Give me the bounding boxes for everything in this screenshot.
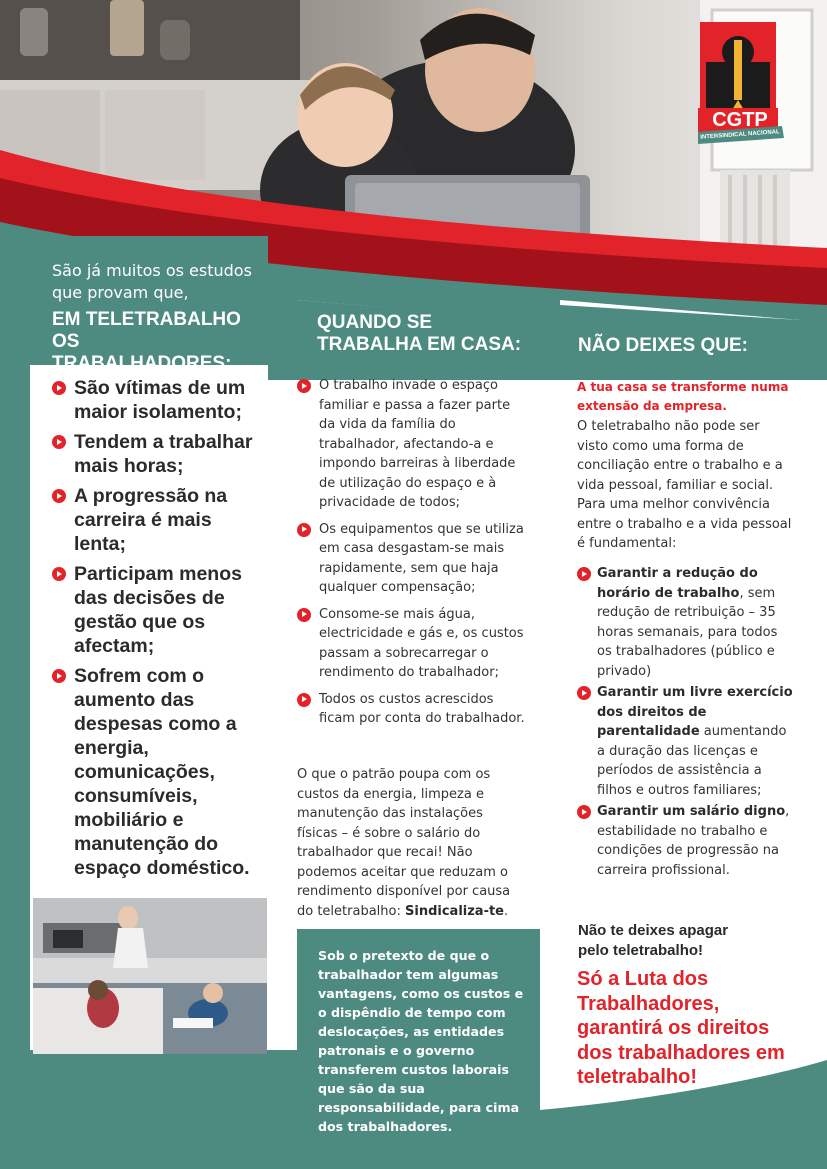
arrow-bullet-icon — [297, 523, 311, 537]
list-item — [52, 562, 264, 658]
list-item-bold: Garantir um livre exercício dos direitos de parentalidade — [597, 685, 793, 739]
arrow-bullet-icon — [52, 489, 66, 503]
logo-name: CGTP — [712, 109, 768, 131]
list-item-text: O trabalho invade o espaço familiar e passa a fazer parte da vida da família do trabalhador, afectando-a e impondo barreiras à liberdade de utilização do espaço e à privacidade de todos; — [319, 378, 516, 510]
col2-paragraph-text: O que o patrão poupa com os custos da energia, limpeza e manutenção das instalações físicas – é sobre o salário do trabalhador que recai! Não podemos aceitar que reduzam o rendimento disponível por causa do teletrabalho: — [297, 767, 511, 919]
list-item-text: Todos os custos acrescidos ficam por conta do trabalhador. — [319, 691, 525, 726]
list-item-text: A progressão na carreira é mais lenta; — [74, 485, 228, 555]
arrow-bullet-icon — [577, 686, 591, 700]
arrow-bullet-icon — [297, 379, 311, 393]
list-item — [577, 802, 795, 880]
cgtp-logo — [698, 22, 786, 150]
list-item — [297, 605, 527, 683]
list-item-text: Tendem a trabalhar mais horas; — [74, 431, 253, 477]
arrow-bullet-icon — [577, 805, 591, 819]
list-item — [52, 376, 264, 424]
arrow-bullet-icon — [297, 693, 311, 707]
logo-subtitle: INTERSINDICAL NACIONAL — [700, 129, 780, 141]
list-item-text: , estabilidade no trabalho e condições de progressão na carreira profissional. — [597, 804, 790, 878]
arrow-bullet-icon — [577, 567, 591, 581]
list-item — [52, 484, 264, 556]
col2-paragraph-end: . — [504, 903, 509, 919]
col2-heading: QUANDO SE TRABALHA EM CASA: — [317, 312, 532, 356]
col1-list — [52, 376, 264, 886]
list-item — [577, 564, 795, 681]
col3-closing: Não te deixes apagar pelo teletrabalho! — [578, 922, 729, 959]
list-item — [297, 690, 527, 729]
family-photo — [33, 898, 267, 1054]
col1-intro: São já muitos os estudos que provam que, — [52, 261, 252, 302]
list-item-text: aumentando a duração das licenças e períodos de assistência a filhos e outros familiares; — [597, 724, 787, 798]
list-item-bold: Garantir a redução do horário de trabalho — [597, 566, 758, 601]
col1-heading: EM TELETRABALHO OS TRABALHADORES: — [52, 309, 241, 374]
list-item-text: , sem redução de retribuição – 35 horas semanais, para todos os trabalhadores (público e privado) — [597, 585, 778, 679]
list-item-bold: Garantir um salário digno — [597, 804, 786, 819]
list-item-text: Participam menos das decisões de gestão que os afectam; — [74, 563, 242, 657]
col2-list — [297, 376, 527, 736]
col3-paragraph: O teletrabalho não pode ser visto como uma forma de conciliação entre o trabalho e a vida pessoal, familiar e social. Para uma melhor convivência entre o trabalho e a vida pessoal é fundamental: — [577, 419, 792, 551]
arrow-bullet-icon — [52, 567, 66, 581]
list-item — [577, 683, 795, 800]
family-illustration — [33, 898, 267, 1054]
list-item — [52, 430, 264, 478]
arrow-bullet-icon — [52, 435, 66, 449]
col3-red-lead: A tua casa se transforme numa extensão da empresa. — [577, 380, 789, 413]
arrow-bullet-icon — [297, 608, 311, 622]
list-item-text: Sofrem com o aumento das despesas como a energia, comunicações, consumíveis, mobiliário e manutenção do espaço doméstico. — [74, 665, 250, 879]
list-item-text: Consome-se mais água, electricidade e gás e, os custos passam a sobrecarregar o rendimento do trabalhador; — [319, 606, 524, 680]
col2-paragraph-bold: Sindicaliza-te — [405, 903, 504, 919]
arrow-bullet-icon — [52, 669, 66, 683]
list-item-text: Os equipamentos que se utiliza em casa desgastam-se mais rapidamente, sem que haja qualquer compensação; — [319, 521, 524, 595]
col3-heading: NÃO DEIXES QUE: — [578, 335, 793, 357]
col3-list — [577, 564, 795, 882]
list-item — [297, 520, 527, 598]
list-item — [297, 376, 527, 513]
list-item — [52, 664, 264, 880]
col2-paragraph — [297, 765, 519, 921]
col2-callout-text: Sob o pretexto de que o trabalhador tem algumas vantagens, como os custos e o dispêndio de tempo com deslocações, as entidades patronais e o governo transferem custos laborais que são da sua responsabilidade, para cima dos trabalhadores. — [318, 948, 524, 1134]
col3-slogan: Só a Luta dos Trabalhadores, garantirá os direitos dos trabalhadores em teletrabalho! — [577, 968, 785, 1088]
arrow-bullet-icon — [52, 381, 66, 395]
list-item-text: São vítimas de um maior isolamento; — [74, 377, 246, 423]
